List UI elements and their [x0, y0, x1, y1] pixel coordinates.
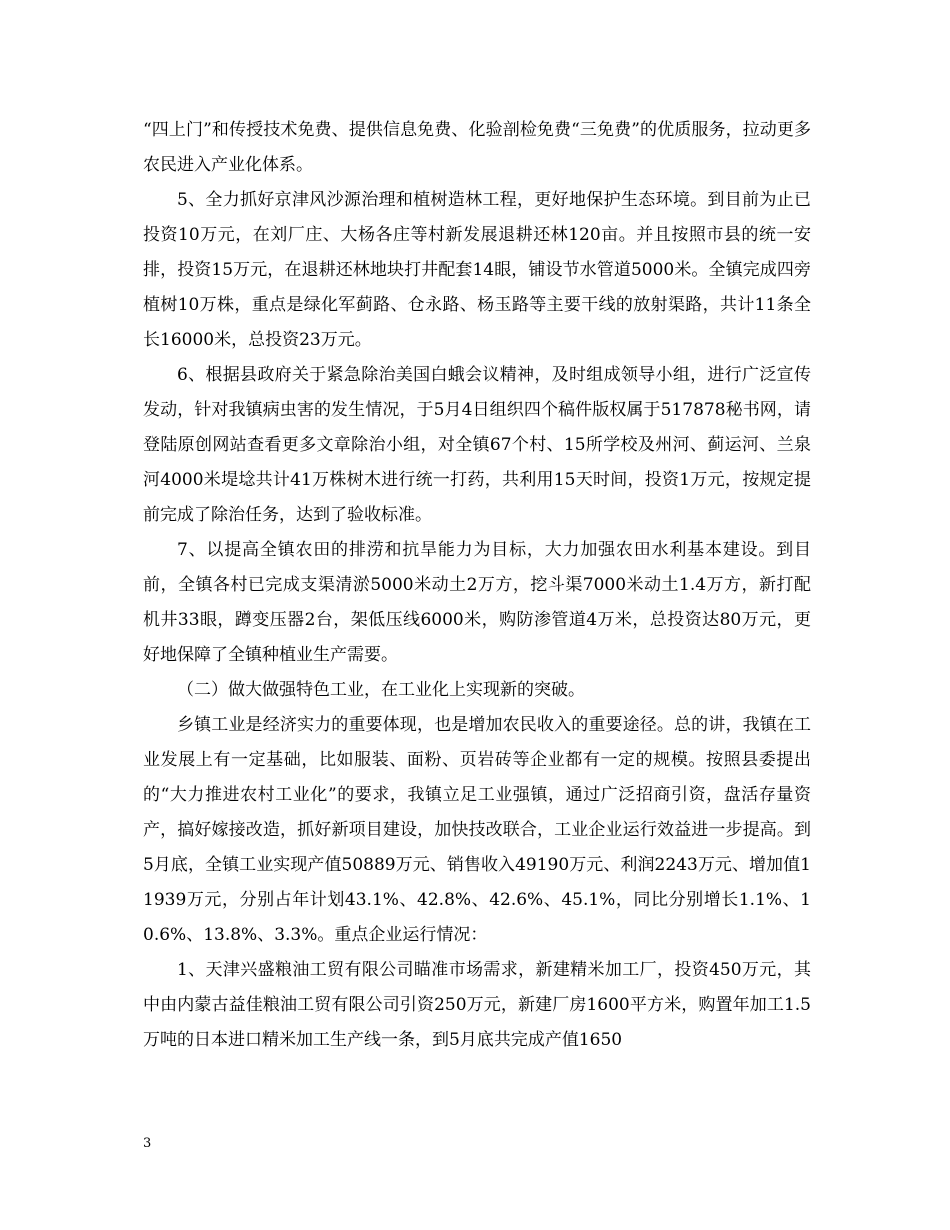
- paragraph-item-6: 6、根据县政府关于紧急除治美国白蛾会议精神，及时组成领导小组，进行广泛宣传发动，针对我镇病虫害的发生情况，于5月4日组织四个稿件版权属于517878秘书网，请登陆原创网站查看更多文章除治小组，对全镇67个村、15所学校及州河、蓟运河、兰泉河4000米堤埝共计41万株树木进行统一打药，共利用15天时间，投资1万元，按规定提前完成了除治任务，达到了验收标准。: [143, 365, 811, 525]
- section-heading-industry: （二）做大做强特色工业，在工业化上实现新的突破。: [177, 680, 585, 700]
- paragraph-item-7: 7、以提高全镇农田的排涝和抗旱能力为目标，大力加强农田水利基本建设。到目前，全镇各村已完成支渠清淤5000米动土2万方，挖斗渠7000米动土1.4万方，新打配机井33眼，蹲变压器2台，架低压线6000米，购防渗管道4万米，总投资达80万元，更好地保障了全镇种植业生产需要。: [143, 540, 811, 665]
- paragraph-item-5: 5、全力抓好京津风沙源治理和植树造林工程，更好地保护生态环境。到目前为止已投资10万元，在刘厂庄、大杨各庄等村新发展退耕还林120亩。并且按照市县的统一安排，投资15万元，在退耕还林地块打井配套14眼，铺设节水管道5000米。全镇完成四旁植树10万株，重点是绿化军蓟路、仓永路、杨玉路等主要干线的放射渠路，共计11条全长16000米，总投资23万元。: [143, 190, 811, 350]
- paragraph-industry-overview: 乡镇工业是经济实力的重要体现，也是增加农民收入的重要途径。总的讲，我镇在工业发展上有一定基础，比如服装、面粉、页岩砖等企业都有一定的规模。按照县委提出的“大力推进农村工业化”的要求，我镇立足工业强镇，通过广泛招商引资，盘活存量资产，搞好嫁接改造，抓好新项目建设，加快技改联合，工业企业运行效益进一步提高。到5月底，全镇工业实现产值50889万元、销售收入49190万元、利润2243万元、增加值11939万元，分别占年计划43.1%、42.8%、42.6%、45.1%，同比分别增长1.1%、10.6%、13.8%、3.3%。重点企业运行情况：: [143, 715, 811, 945]
- document-body: [143, 113, 811, 1058]
- paragraph-company-1: 1、天津兴盛粮油工贸有限公司瞄准市场需求，新建精米加工厂，投资450万元，其中由内蒙古益佳粮油工贸有限公司引资250万元，新建厂房1600平方米，购置年加工1.5万吨的日本进口精米加工生产线一条，到5月底共完成产值1650: [143, 960, 811, 1050]
- page-number: 3: [143, 1136, 152, 1151]
- paragraph-continuation: “四上门”和传授技术免费、提供信息免费、化验剖检免费“三免费”的优质服务，拉动更多农民进入产业化体系。: [143, 120, 811, 175]
